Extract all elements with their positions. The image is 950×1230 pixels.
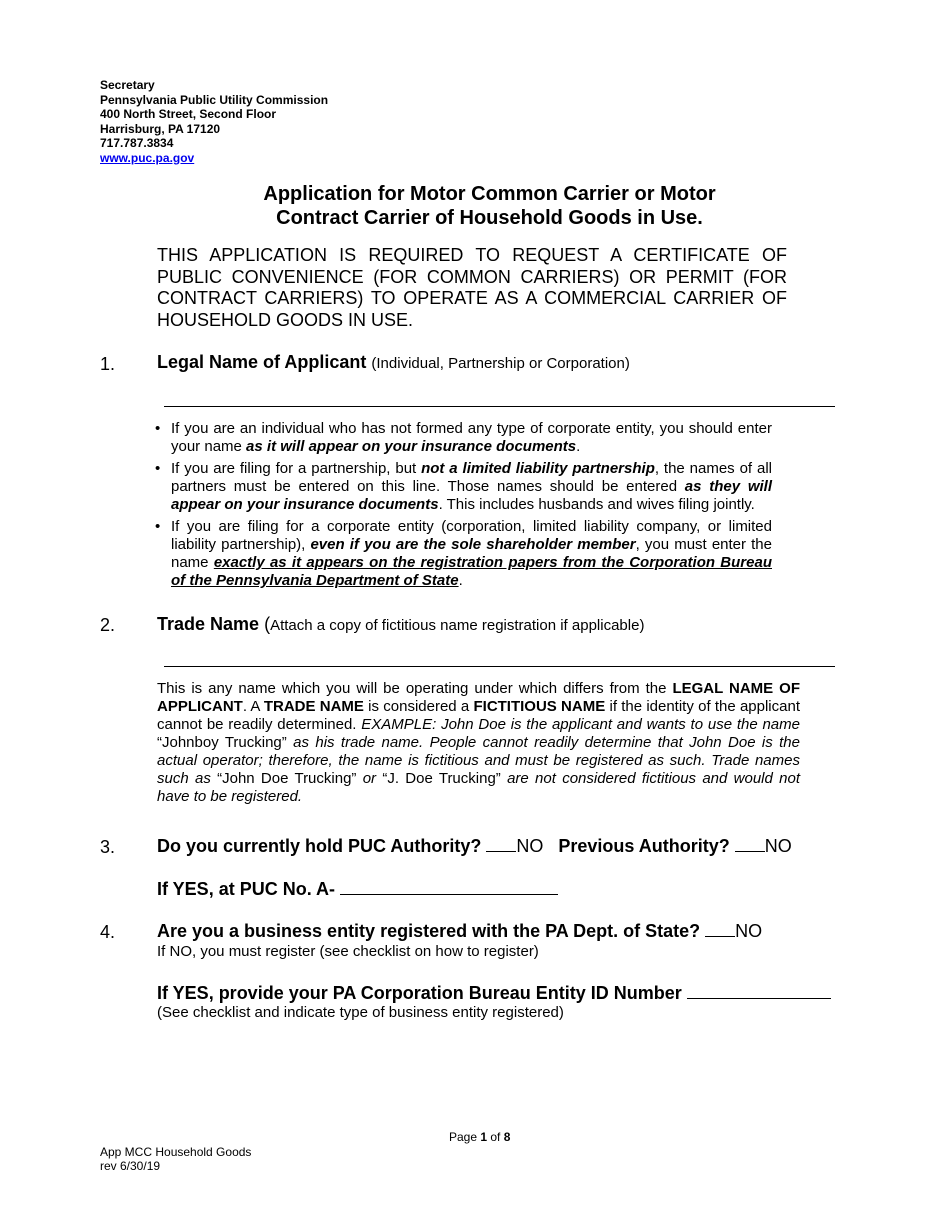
list-item: • If you are filing for a partnership, but not a limited liability partnership, the names of all partners must be entered on this line. Those names should be entered as they will appear on your insurance documents. This includes husbands and wives filing jointly. (155, 460, 772, 514)
address-phone: 717.787.3834 (100, 136, 174, 150)
business-entity-row (157, 921, 762, 942)
entity-id-note: (See checklist and indicate type of business entity registered) (157, 1004, 564, 1021)
title-line-1: Application for Motor Common Carrier or Motor (263, 183, 716, 205)
form-name: App MCC Household Goods (100, 1145, 252, 1159)
legal-name-input-line[interactable] (164, 406, 835, 407)
section-3-number: 3. (100, 837, 116, 857)
section-4-number: 4. (100, 922, 116, 942)
business-entity-note: If NO, you must register (see checklist on how to register) (157, 943, 539, 960)
previous-authority-answer-blank[interactable] (735, 836, 765, 852)
previous-authority-answer: NO (764, 836, 792, 856)
form-footer (100, 1145, 251, 1173)
business-entity-answer: NO (735, 921, 763, 941)
section-1-number: 1. (100, 354, 116, 374)
legal-name-instructions (155, 420, 772, 590)
previous-authority-question: Previous Authority? (558, 836, 730, 856)
legal-name-label: Legal Name of Applicant (157, 352, 367, 372)
business-entity-answer-blank[interactable] (705, 921, 735, 937)
section-1-heading (157, 352, 630, 373)
form-revision: rev 6/30/19 (100, 1159, 161, 1173)
trade-name-label: Trade Name (157, 614, 260, 634)
title-line-2: Contract Carrier of Household Goods in Use. (276, 207, 703, 229)
puc-authority-question: Do you currently hold PUC Authority? (157, 836, 482, 856)
trade-name-input-line[interactable] (164, 666, 835, 667)
trade-name-sublabel: Attach a copy of fictitious name registration if applicable) (270, 617, 645, 634)
page-number: Page 1 of 8 (449, 1130, 511, 1144)
list-item: • If you are filing for a corporate entity (corporation, limited liability company, or limited liability partnership), even if you are the sole shareholder member, you must enter the name exactly as it appears on the registration papers from the Corporation Bureau of the Pennsylvania Department of State. (155, 518, 772, 590)
puc-number-row (157, 879, 558, 900)
address-line-secretary: Secretary (100, 78, 155, 92)
address-block (100, 78, 328, 165)
puc-number-label: If YES, at PUC No. A- (157, 879, 336, 899)
legal-name-sublabel: (Individual, Partnership or Corporation) (371, 355, 630, 372)
page-title (157, 182, 822, 230)
puc-authority-answer-blank[interactable] (486, 836, 516, 852)
address-line-city: Harrisburg, PA 17120 (100, 121, 221, 136)
section-2-number: 2. (100, 615, 116, 635)
puc-number-input[interactable] (340, 879, 558, 895)
address-line-commission: Pennsylvania Public Utility Commission (100, 92, 329, 107)
puc-authority-row (157, 836, 792, 857)
list-item: • If you are an individual who has not formed any type of corporate entity, you should enter your name as it will appear on your insurance documents. (155, 420, 772, 456)
intro-paragraph: THIS APPLICATION IS REQUIRED TO REQUEST A CERTIFICATE OF PUBLIC CONVENIENCE (FOR COMMON CARRIERS) OR PERMIT (FOR CONTRACT CARRIERS) TO OPERATE AS A COMMERCIAL CARRIER OF HOUSEHOLD GOODS IN USE. (157, 245, 787, 330)
entity-id-row (157, 983, 831, 1004)
entity-id-input[interactable] (687, 983, 831, 999)
trade-name-explanation: This is any name which you will be operating under which differs from the LEGAL NAME OF APPLICANT. A TRADE NAME is considered a FICTITIOUS NAME if the identity of the applicant cannot be readily determined. EXAMPLE: John Doe is the applicant and wants to use the name “Johnboy Trucking” as his trade name. People cannot readily determine that John Doe is the actual operator; therefore, the name is fictitious and must be registered as such. Trade names such as “John Doe Trucking” or “J. Doe Trucking” are not considered fictitious and would not have to be registered. (157, 680, 801, 805)
address-line-street: 400 North Street, Second Floor (100, 107, 277, 121)
section-2-heading: Trade Name (Attach a copy of fictitious name registration if applicable) (157, 614, 645, 634)
entity-id-label: If YES, provide your PA Corporation Bureau Entity ID Number (157, 983, 682, 1003)
business-entity-question: Are you a business entity registered with the PA Dept. of State? (157, 921, 701, 941)
puc-authority-answer: NO (516, 836, 544, 856)
website-link[interactable]: www.puc.pa.gov (100, 150, 195, 165)
